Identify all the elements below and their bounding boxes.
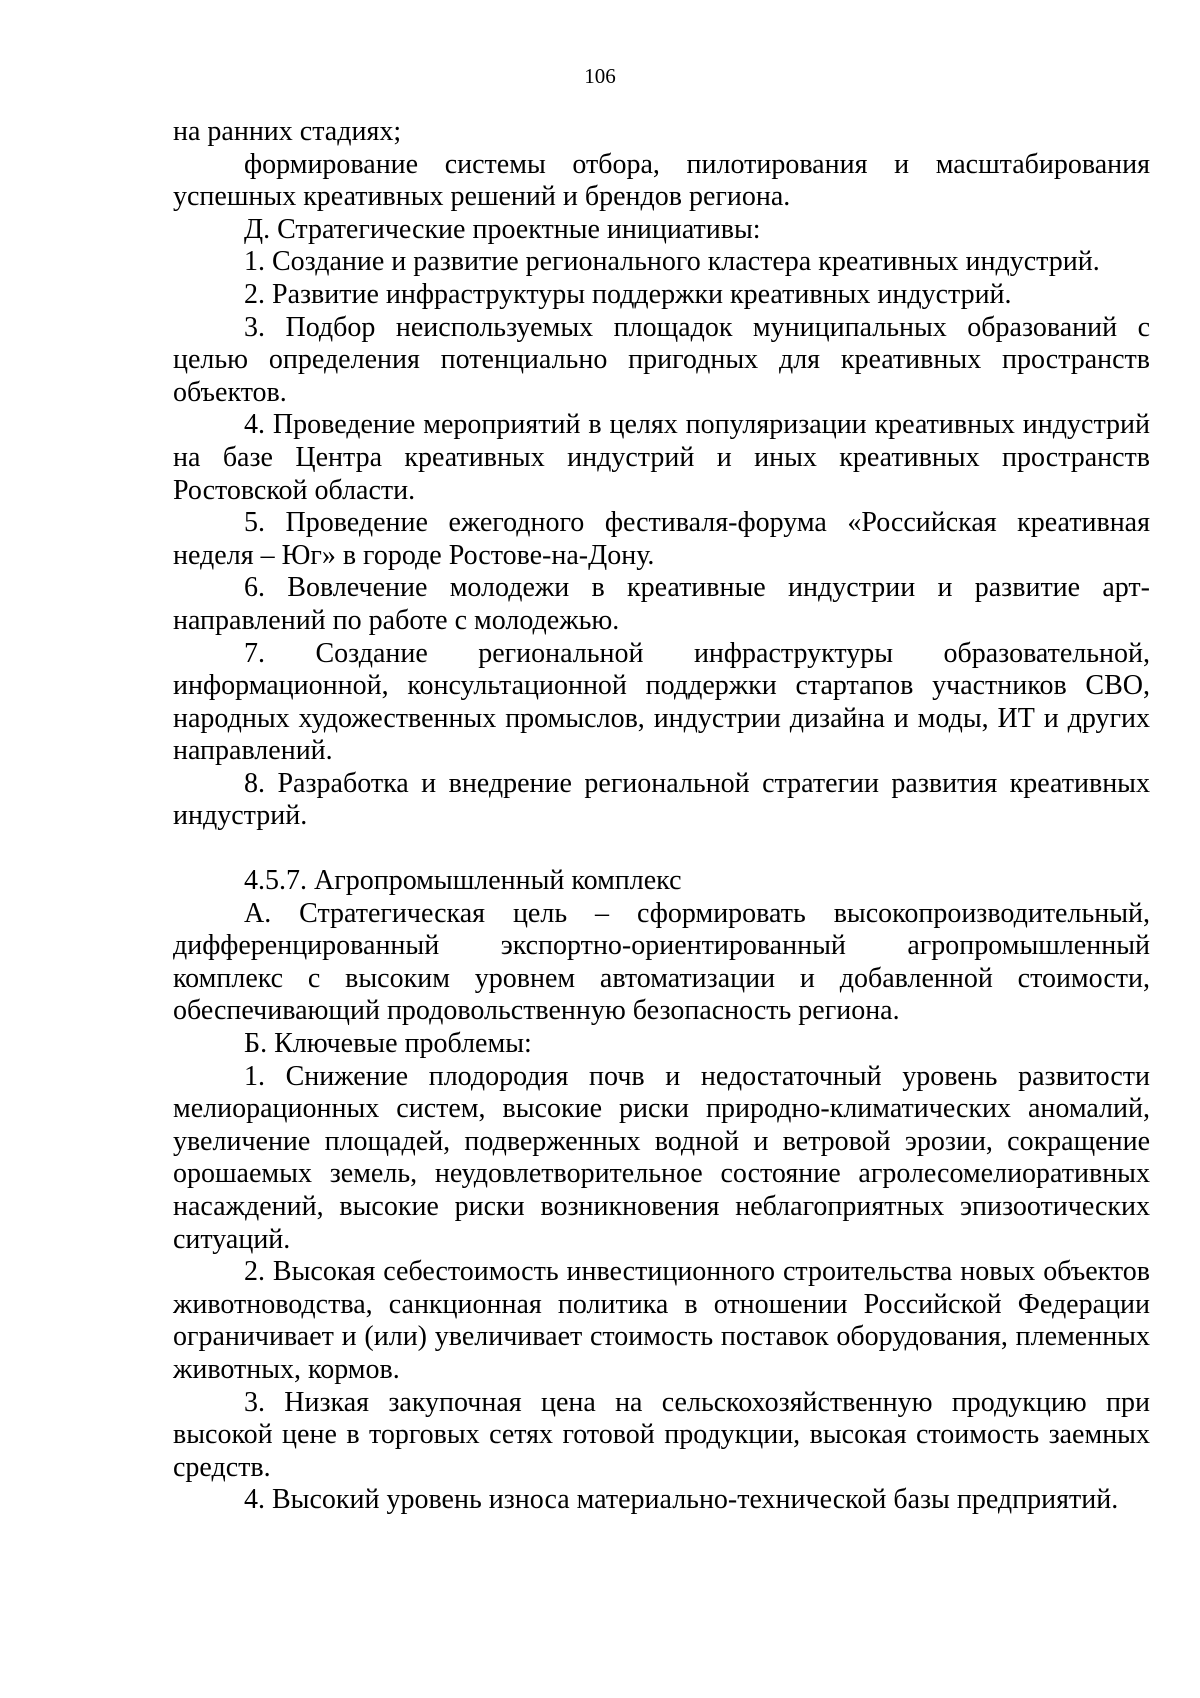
initiative-item-8: 8. Разработка и внедрение региональной стратегии развития креативных индустрий. [173, 767, 1150, 832]
problem-item-4: 4. Высокий уровень износа материально-технической базы предприятий. [244, 1484, 1119, 1516]
heading-strategic-initiatives: Д. Стратегические проектные инициативы: [244, 213, 761, 245]
section-heading-agro: 4.5.7. Агропромышленный комплекс [244, 865, 682, 897]
initiative-item-2: 2. Развитие инфраструктуры поддержки креативных индустрий. [244, 278, 1012, 310]
document-body [173, 116, 1150, 1517]
problem-item-3: 3. Низкая закупочная цена на сельскохозяйственную продукцию при высокой цене в торговых сетях готовой продукции, высокая стоимость заемных средств. [173, 1386, 1150, 1483]
initiative-item-6: 6. Вовлечение молодежи в креативные индустрии и развитие арт-направлений по работе с молодежью. [173, 572, 1150, 636]
initiative-item-1: 1. Создание и развитие регионального кластера креативных индустрий. [244, 246, 1100, 278]
paragraph-strategic-goal: А. Стратегическая цель – сформировать высокопроизводительный, дифференцированный экспортно-ориентированный агропромышленный комплекс с высоким уровнем автоматизации и добавленной стоимости, обеспечивающий продовольственную безопасность региона. [173, 897, 1150, 1027]
heading-key-problems: Б. Ключевые проблемы: [244, 1028, 532, 1060]
initiative-item-4: 4. Проведение мероприятий в целях популяризации креативных индустрий на базе Центра креативных индустрий и иных креативных пространств Ростовской области. [173, 409, 1150, 506]
problem-item-1: 1. Снижение плодородия почв и недостаточный уровень развитости мелиорационных систем, высокие риски природно-климатических аномалий, увеличение площадей, подверженных водной и ветровой эрозии, сокращение орошаемых земель, неудовлетворительное состояние агролесомелиоративных насаждений, высокие риски возникновения неблагоприятных эпизоотических ситуаций. [173, 1060, 1150, 1255]
initiative-item-5: 5. Проведение ежегодного фестиваля-форума «Российская креативная неделя – Юг» в городе Ростове-на-Дону. [173, 507, 1150, 571]
paragraph-continuation: на ранних стадиях; [173, 116, 402, 147]
problem-item-2: 2. Высокая себестоимость инвестиционного строительства новых объектов животноводства, санкционная политика в отношении Российской Федерации ограничивает и (или) увеличивает стоимость поставок оборудования, племенных животных, кормов. [173, 1256, 1150, 1385]
paragraph-selection-system: формирование системы отбора, пилотирования и масштабирования успешных креативных решений и брендов региона. [173, 148, 1150, 213]
page-number: 106 [584, 64, 616, 88]
initiative-item-7: 7. Создание региональной инфраструктуры образовательной, информационной, консультационной поддержки стартапов участников СВО, народных художественных промыслов, индустрии дизайна и моды, ИТ и других направлений. [173, 637, 1150, 767]
initiative-item-3: 3. Подбор неиспользуемых площадок муниципальных образований с целью определения потенциально пригодных для креативных пространств объектов. [173, 311, 1150, 408]
